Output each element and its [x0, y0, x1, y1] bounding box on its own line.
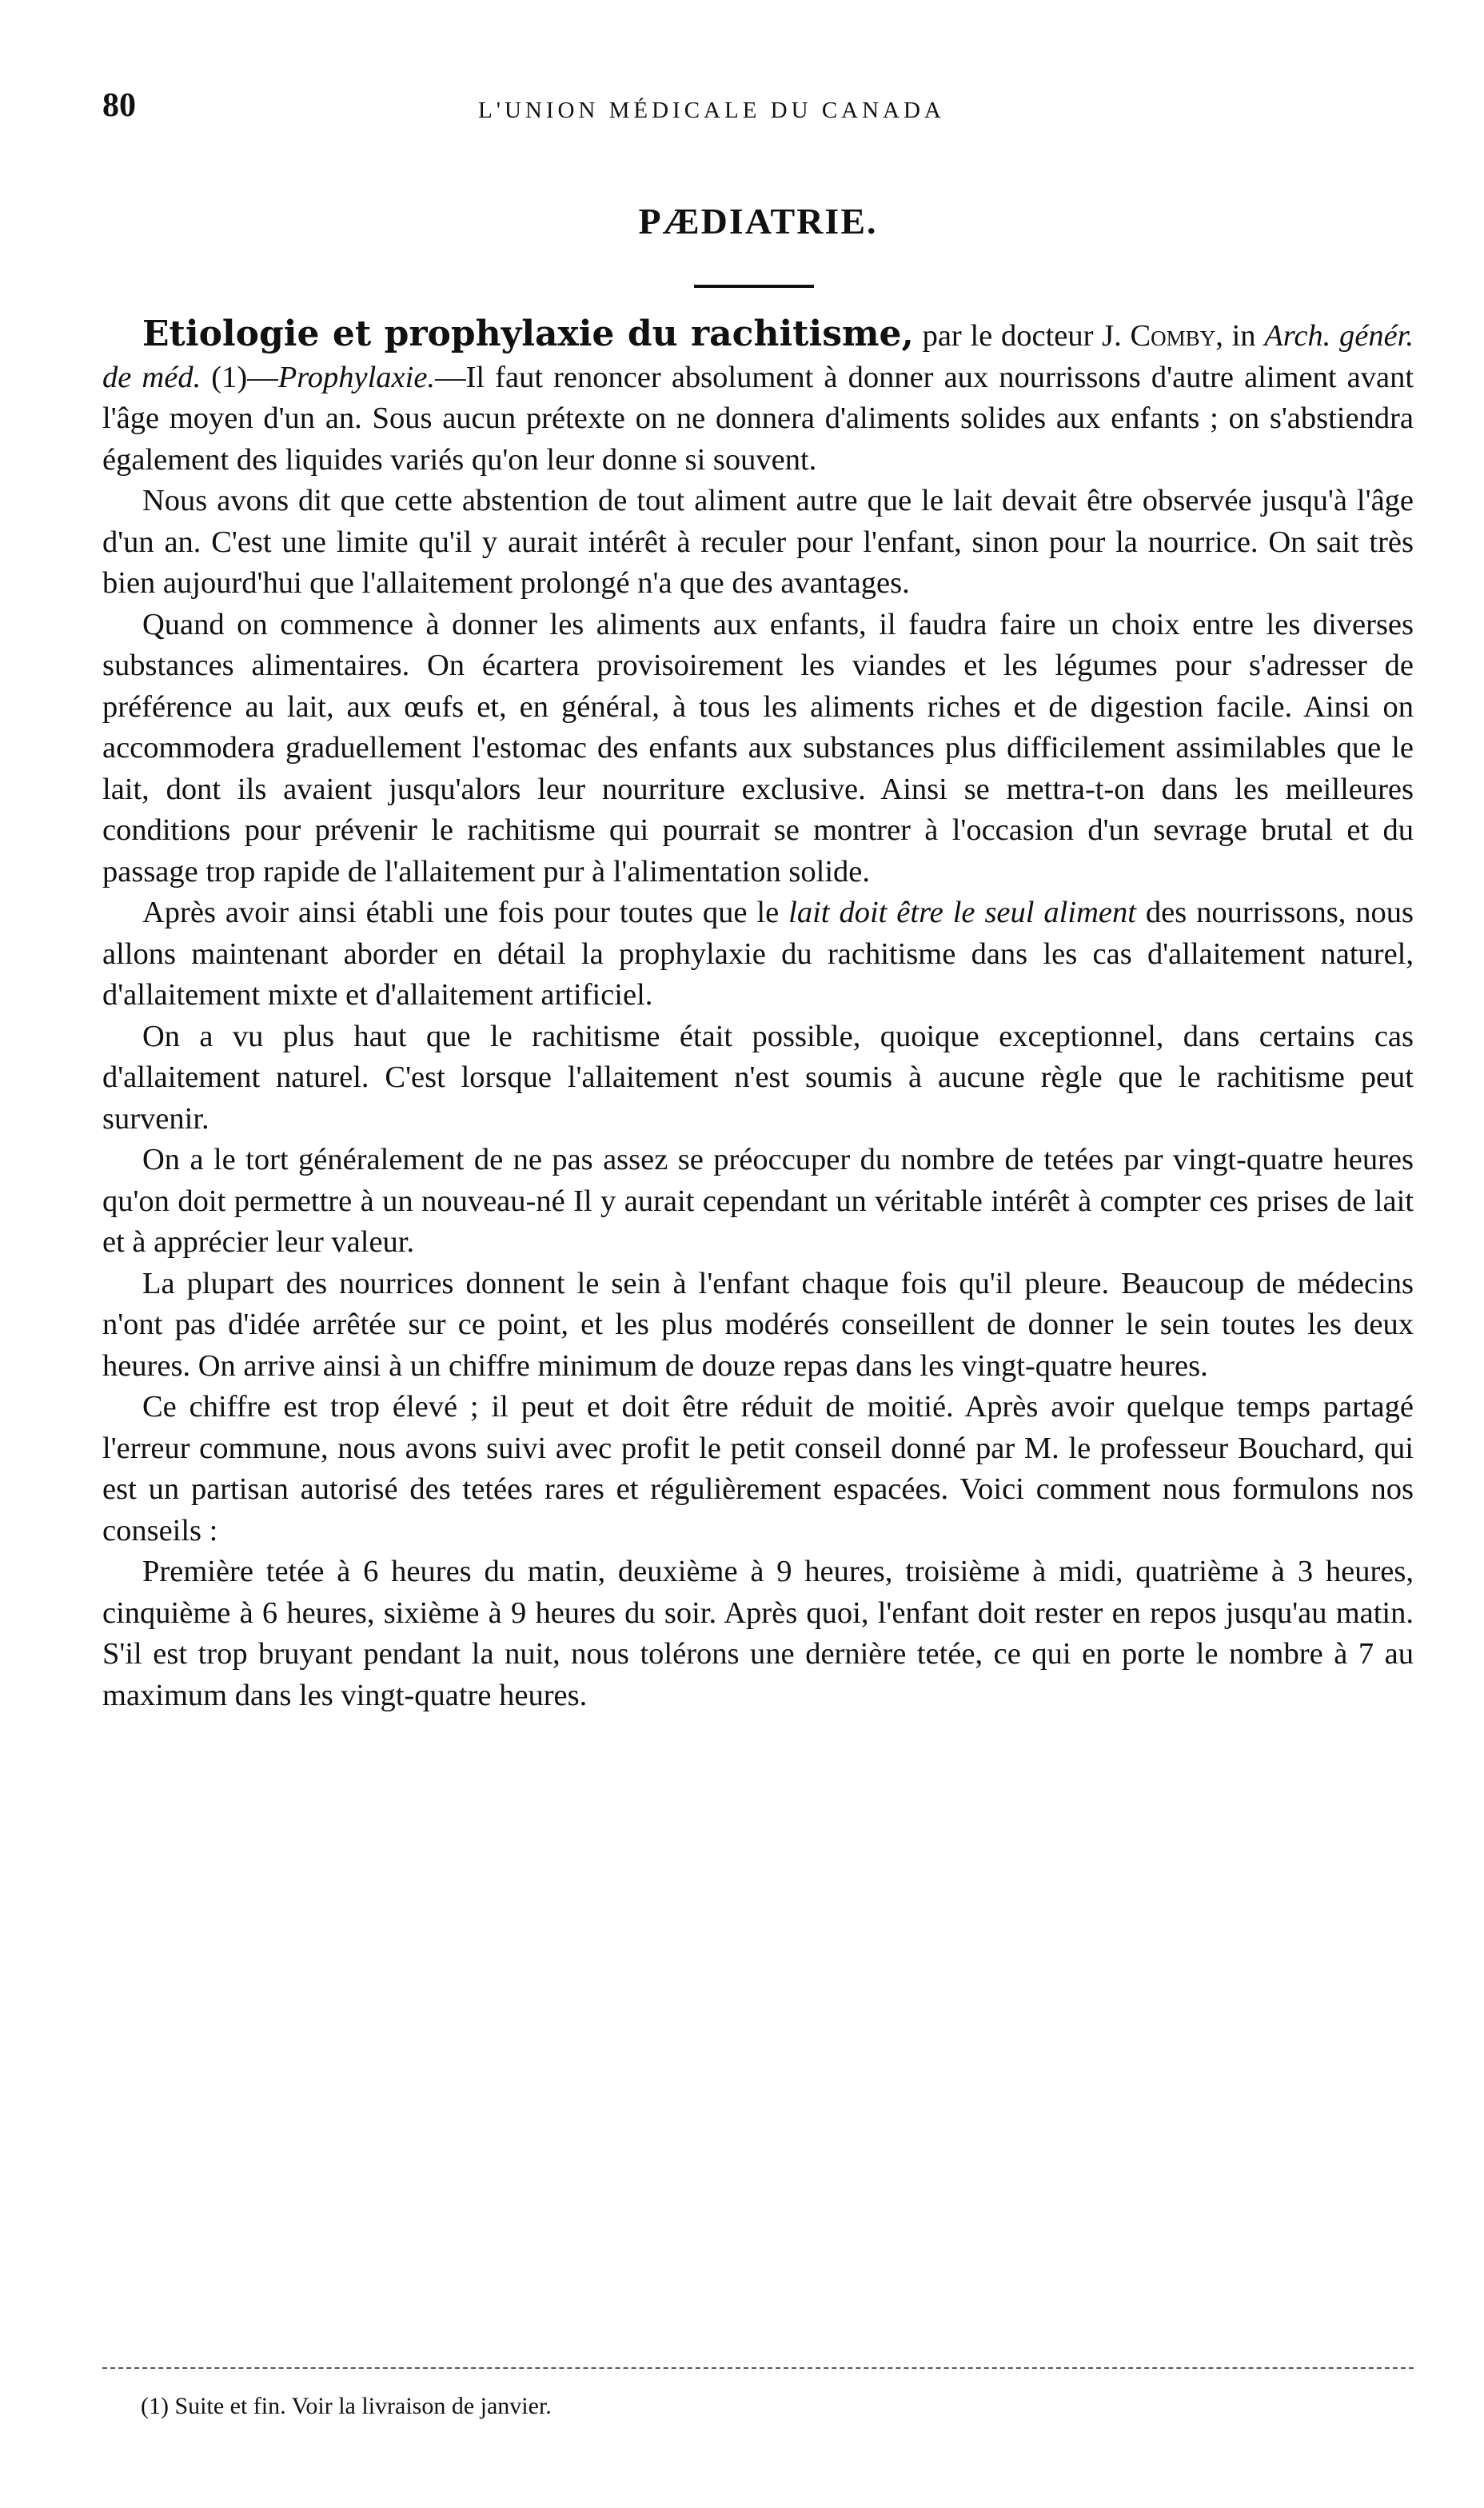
paragraph: Nous avons dit que cette abstention de tout aliment autre que le lait devait être observée jusqu'à l'âge d'un an. C'est une limite qu'il y aurait intérêt à reculer pour l'enfant, sinon pour la nourrice. On sait très bien aujourd'hui que l'allaitement prolongé n'a que des avantages. — [102, 484, 1414, 600]
source-journal: Arch. génér. de méd. — [102, 319, 1414, 394]
footnote: (1) Suite et fin. Voir la livraison de janvier. — [141, 2393, 552, 2419]
apres-emphasis: lait doit être le seul aliment — [788, 896, 1136, 929]
article-heading: Etiologie et prophylaxie du rachitisme, — [142, 314, 914, 354]
section-title: PÆDIATRIE. — [638, 201, 878, 242]
paragraph: Quand on commence à donner les aliments aux enfants, il faudra faire un choix entre les diverses substances alimentaires. On écartera provisoirement les viandes et les légumes pour s'adresser de préférence au lait, aux œufs et, en général, à tous les aliments riches et de digestion facile. Ainsi on accommodera graduellement l'estomac des enfants aux substances plus difficilement assimilables que le lait, dont ils avaient jusqu'alors leur nourriture exclusive. Ainsi se mettra-t-on dans les meilleures conditions pour prévenir le rachitisme qui pourrait se montrer à l'occasion d'un sevrage brutal et du passage trop rapide de l'allaitement pur à l'alimentation solide. — [102, 607, 1414, 889]
journal-title: L'UNION MÉDICALE DU CANADA — [478, 98, 945, 123]
paragraph: Ce chiffre est trop élevé ; il peut et doit être réduit de moitié. Après avoir quelque temps partagé l'erreur commune, nous avons suivi avec profit le petit conseil donné par M. le professeur Bouchard, qui est un partisan autorisé des tetées rares et régulièrement espacées. Voici comment nous formulons nos conseils : — [102, 1390, 1414, 1548]
article-body — [102, 314, 1414, 1716]
paragraph: On a vu plus haut que le rachitisme était possible, quoique exceptionnel, dans certains cas d'allaitement naturel. C'est lorsque l'allaitement n'est soumis à aucune règle que le rachitisme peut survenir. — [102, 1019, 1414, 1136]
paragraph: La plupart des nourrices donnent le sein à l'enfant chaque fois qu'il pleure. Beaucoup de médecins n'ont pas d'idée arrêtée sur ce point, et les plus modérés conseillent de donner le sein toutes les deux heures. On arrive ainsi à un chiffre minimum de douze repas dans les vingt-quatre heures. — [102, 1266, 1414, 1383]
byline-prefix: par le docteur J. — [922, 319, 1122, 353]
apres-start: Après avoir ainsi établi une fois pour toutes que le — [142, 896, 780, 929]
intro-paragraph — [102, 314, 1414, 481]
title-rule — [694, 285, 814, 288]
footnote-ref: (1)— — [211, 360, 278, 394]
page-number: 80 — [102, 87, 136, 124]
document-page — [102, 0, 1414, 2508]
running-head — [102, 86, 1414, 134]
author-name: Comby, — [1130, 319, 1223, 353]
source-in: in — [1231, 319, 1256, 353]
apres-end: des nourrissons, nous allons maintenant aborder en détail la prophylaxie du rachitisme dans les cas d'allaitement naturel, d'allaitement mixte et d'allaitement artificiel. — [102, 896, 1414, 1012]
subsection-title: Prophylaxie. — [277, 360, 436, 394]
paragraph-apres — [102, 893, 1414, 1016]
intro-text: —Il faut renoncer absolument à donner aux nourrissons d'autre aliment avant l'âge moyen d'un an. Sous aucun prétexte on ne donnera d'aliments solides aux enfants ; on s'abstiendra également des liquides variés qu'on leur donne si souvent. — [102, 360, 1414, 477]
paragraph: Première tetée à 6 heures du matin, deuxième à 9 heures, troisième à midi, quatrième à 3 heures, cinquième à 6 heures, sixième à 9 heures du soir. Après quoi, l'enfant doit rester en repos jusqu'au matin. S'il est trop bruyant pendant la nuit, nous tolérons une dernière tetée, ce qui en porte le nombre à 7 au maximum dans les vingt-quatre heures. — [102, 1555, 1414, 1712]
footnote-rule — [102, 2367, 1414, 2369]
paragraph: On a le tort généralement de ne pas assez se préoccuper du nombre de tetées par vingt-quatre heures qu'on doit permettre à un nouveau-né Il y aurait cependant un véritable intérêt à compter ces prises de lait et à apprécier leur valeur. — [102, 1143, 1414, 1259]
